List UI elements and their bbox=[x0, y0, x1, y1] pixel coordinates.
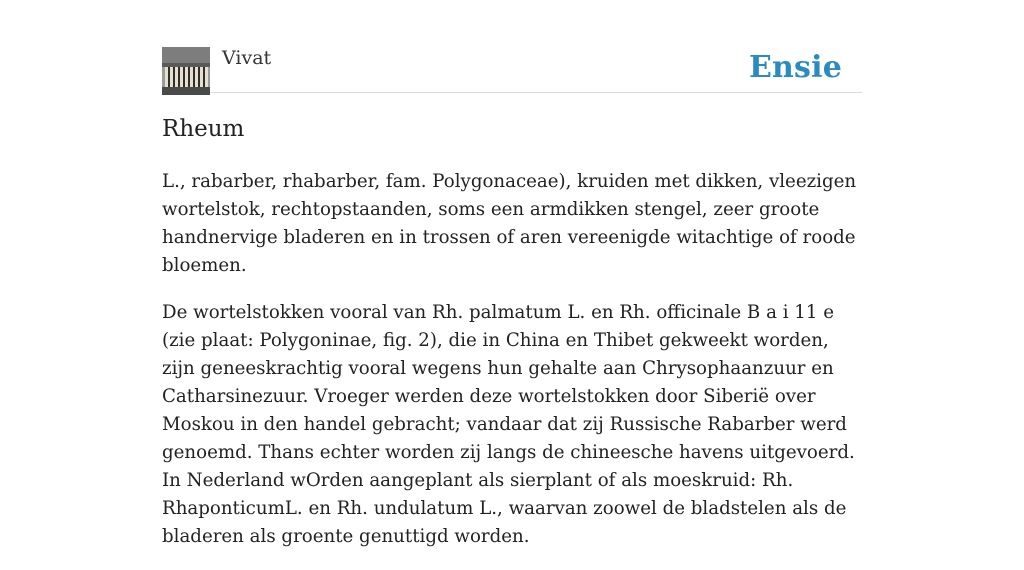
brand-logo[interactable]: Ensie bbox=[748, 50, 842, 85]
bookshelf-avatar-icon bbox=[162, 47, 210, 95]
article-title: Rheum bbox=[162, 116, 245, 142]
article-body bbox=[162, 168, 862, 570]
author-avatar[interactable] bbox=[162, 47, 210, 95]
page-header bbox=[162, 46, 862, 93]
author-name[interactable]: Vivat bbox=[222, 47, 272, 69]
article-paragraph: L., rabarber, rhabarber, fam. Polygonaceae), kruiden met dikken, vleezigen wortelstok, rechtopstaanden, soms een armdikken stengel, zeer groote handnervige bladeren en in trossen of aren vereenigde witachtige of roode bloemen. bbox=[162, 171, 857, 276]
article-paragraph: De wortelstokken vooral van Rh. palmatum L. en Rh. officinale B a i 11 e (zie plaat: Polygoninae, fig. 2), die in China en Thibet gekweekt worden, zijn geneeskrachtig vooral wegens hun gehalte aan Chrysophaanzuur en Catharsinezuur. Vroeger werden deze wortelstokken door Siberië over Moskou in den handel gebracht; vandaar dat zij Russische Rabarber werd genoemd. Thans echter worden zij langs de chineesche havens uitgevoerd. In Nederland wOrden aangeplant als sierplant of als moeskruid: Rh. RhaponticumL. en Rh. undulatum L., waarvan zoowel de bladstelen als de bladeren als groente genuttigd worden. bbox=[162, 302, 855, 547]
